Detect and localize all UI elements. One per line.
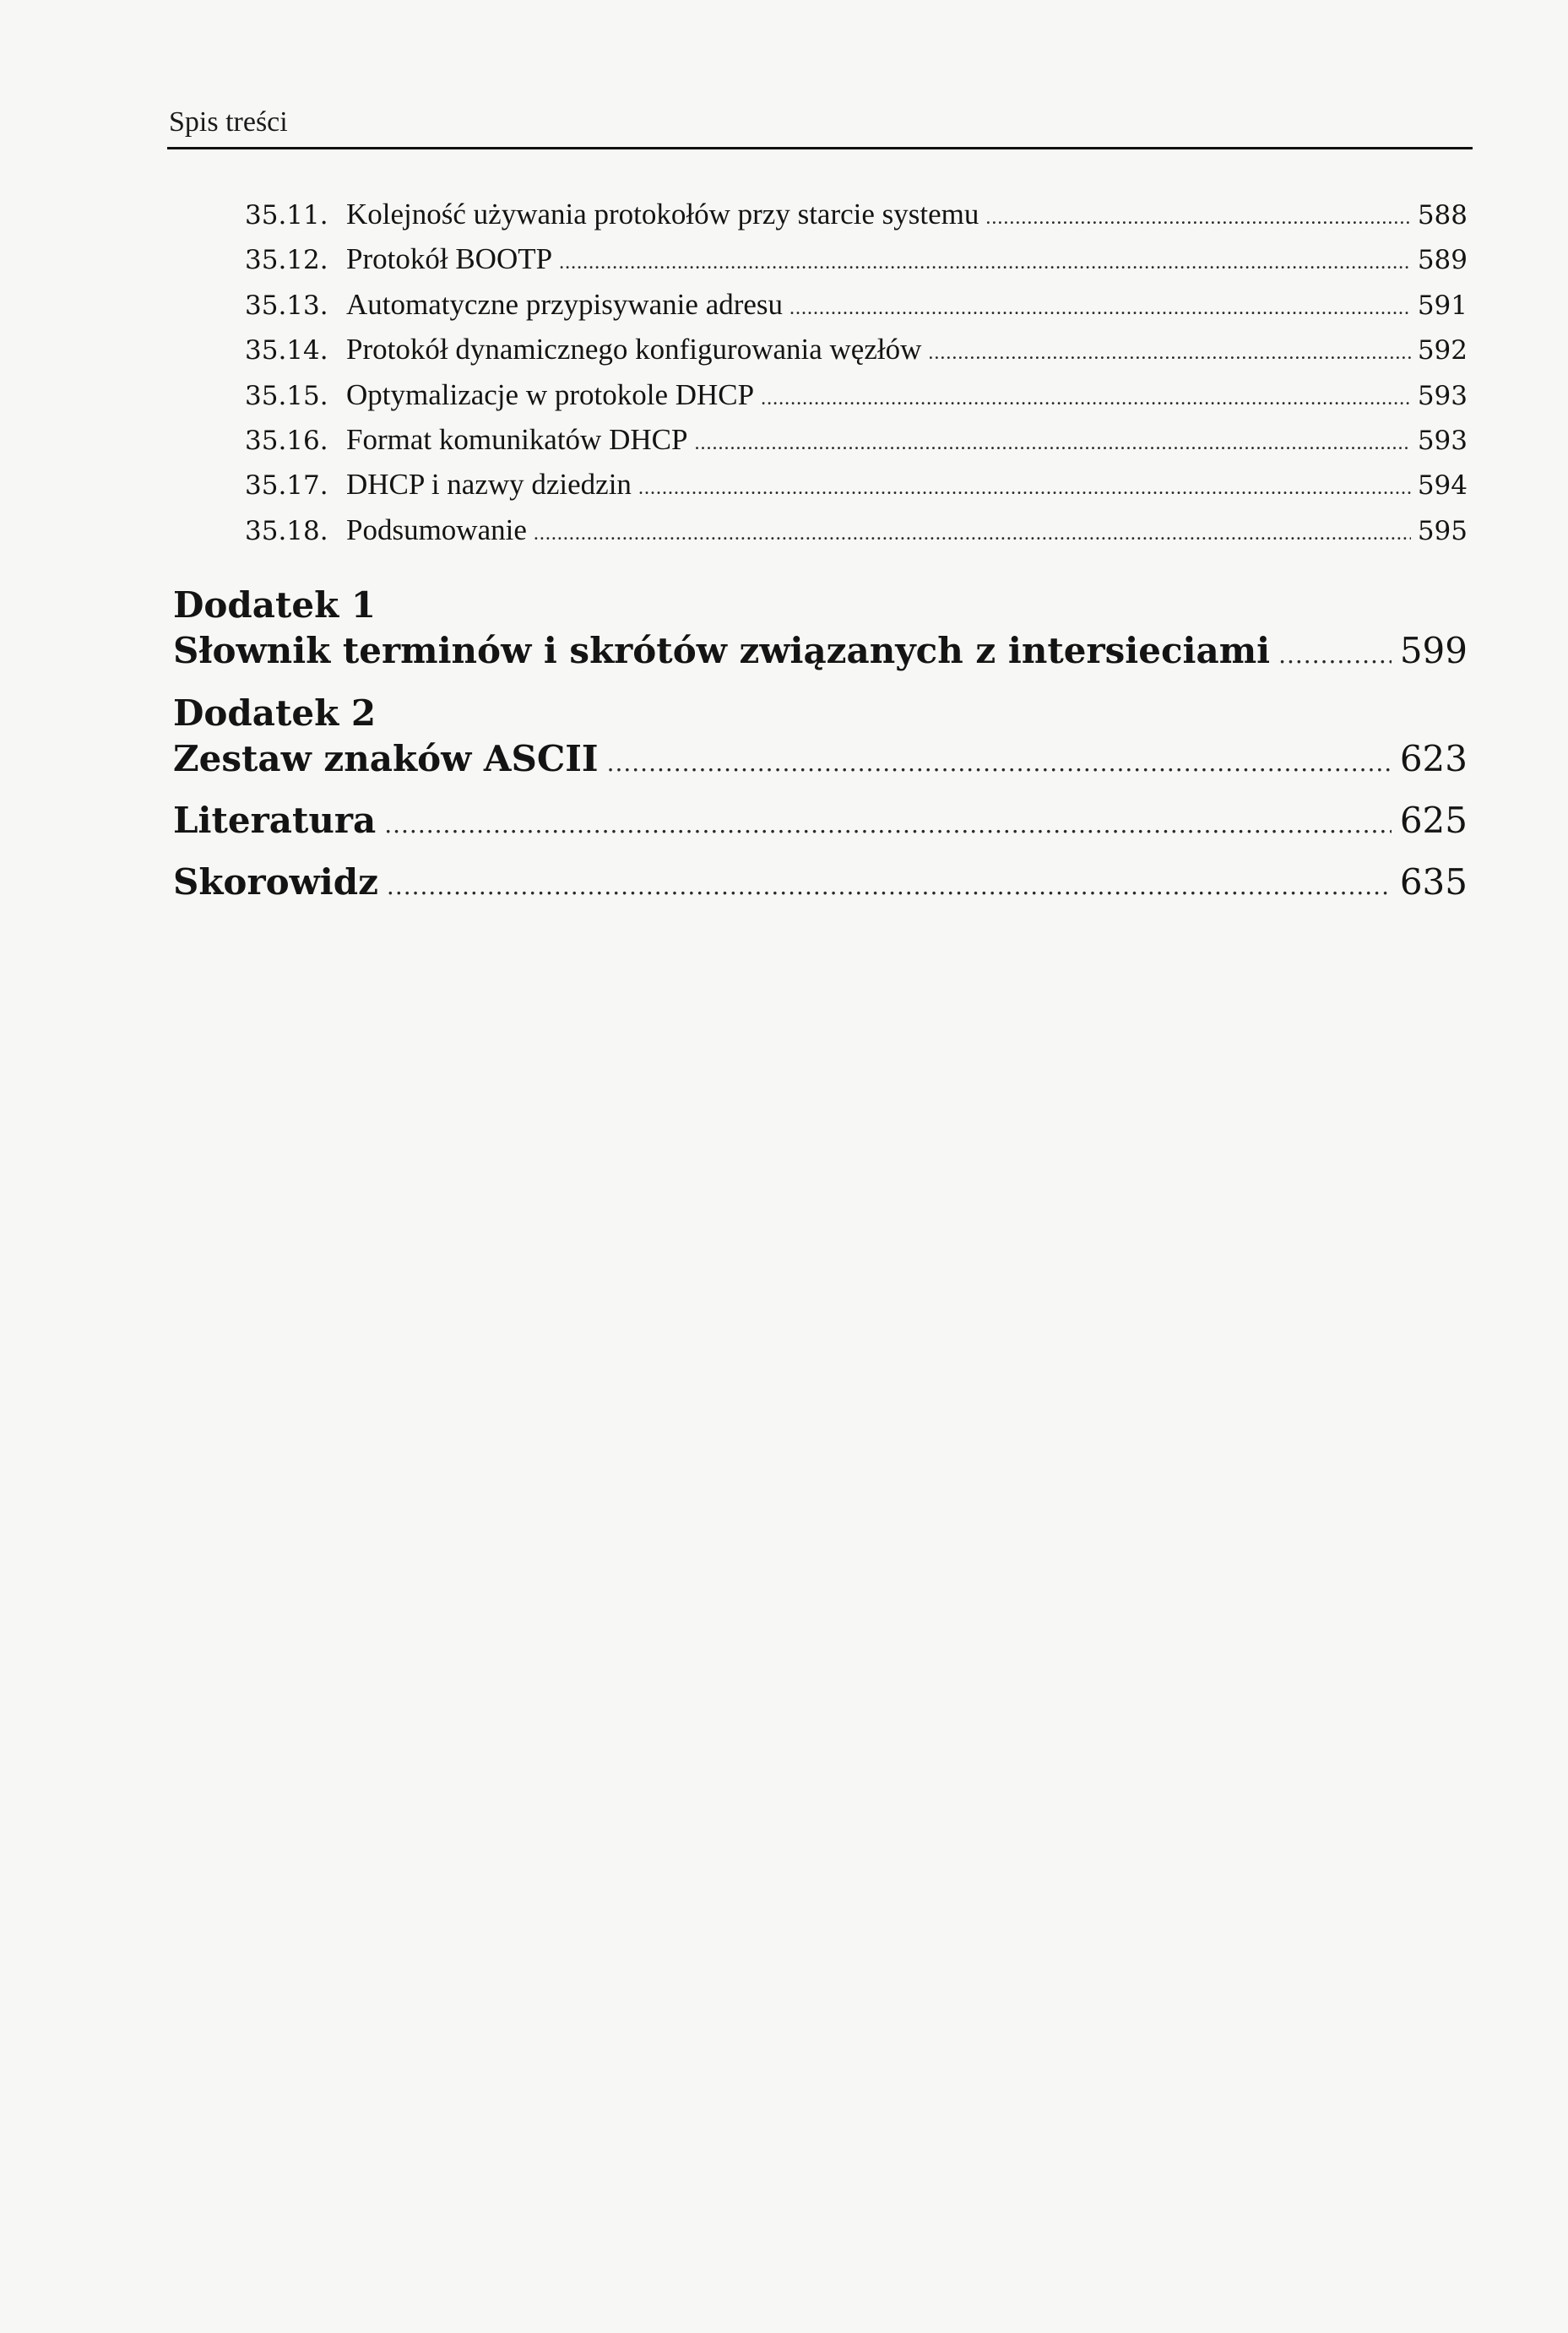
dot-leader [534,515,1411,552]
appendix-page: 635 [1399,861,1468,903]
toc-entry[interactable] [245,286,1468,331]
toc-entry-number: 35.14. [245,335,328,366]
toc-entry[interactable] [245,241,1468,285]
toc-entry-number: 35.17. [245,470,328,502]
toc-entry[interactable] [245,377,1468,421]
dot-leader [1278,632,1392,678]
appendix-line [173,798,1468,848]
dot-leader [607,741,1392,786]
appendix-line [173,628,1468,678]
dot-leader [928,334,1410,372]
toc-entry-page: 595 [1417,515,1468,546]
dot-leader [761,380,1411,417]
toc-literatura[interactable] [173,798,1468,848]
toc-entry-number: 35.12. [245,245,328,276]
dot-leader [638,469,1411,507]
toc-entry-page: 592 [1417,335,1468,366]
appendix-title: Literatura [173,800,377,841]
appendix-line [173,860,1468,909]
dot-leader [789,290,1411,327]
toc-entry[interactable] [245,331,1468,376]
toc-skorowidz[interactable] [173,860,1468,909]
toc-subsection-list [245,196,1468,556]
toc-appendix-1[interactable] [173,583,1468,678]
appendix-title: Słownik terminów i skrótów związanych z intersieciami [173,630,1271,671]
toc-entry-page: 594 [1417,470,1468,502]
toc-entry-page: 589 [1417,245,1468,276]
appendix-page: 599 [1399,630,1468,671]
running-header: Spis treści [169,106,288,138]
appendix-page: 623 [1399,738,1468,779]
dot-leader [985,199,1410,236]
toc-entry-title: Kolejność używania protokołów przy starcie systemu [346,198,979,231]
toc-entry-number: 35.15. [245,380,328,411]
toc-entry-title: Podsumowanie [346,513,527,546]
dot-leader [384,802,1392,848]
toc-entry-page: 591 [1417,290,1468,321]
toc-entry[interactable] [245,421,1468,466]
toc-entry-page: 593 [1417,380,1468,411]
appendix-line [173,736,1468,786]
toc-entry-title: Automatyczne przypisywanie adresu [346,287,784,321]
toc-entry-number: 35.13. [245,290,328,321]
toc-entry-page: 588 [1417,200,1468,231]
toc-entry-title: Protokół BOOTP [346,242,553,276]
header-rule [167,147,1473,149]
dot-leader [694,425,1410,462]
toc-appendix-2[interactable] [173,691,1468,786]
dot-leader [387,864,1392,909]
toc-entry-number: 35.16. [245,425,328,456]
toc-entry[interactable] [245,466,1468,511]
toc-entry-page: 593 [1417,425,1468,456]
toc-entry-title: Format komunikatów DHCP [346,422,688,456]
appendix-label: Dodatek 2 [173,692,377,734]
toc-entry[interactable] [245,512,1468,556]
toc-entry-title: DHCP i nazwy dziedzin [346,468,632,502]
toc-entry-title: Optymalizacje w protokole DHCP [346,377,755,411]
toc-entry-number: 35.18. [245,515,328,546]
appendix-title: Zestaw znaków ASCII [173,738,599,779]
appendix-label: Dodatek 1 [173,584,377,626]
appendix-page: 625 [1399,800,1468,841]
dot-leader [559,244,1411,281]
toc-entry[interactable] [245,196,1468,241]
appendix-title: Skorowidz [173,861,378,903]
toc-entry-number: 35.11. [245,200,328,231]
toc-entry-title: Protokół dynamicznego konfigurowania węzłów [346,333,922,366]
